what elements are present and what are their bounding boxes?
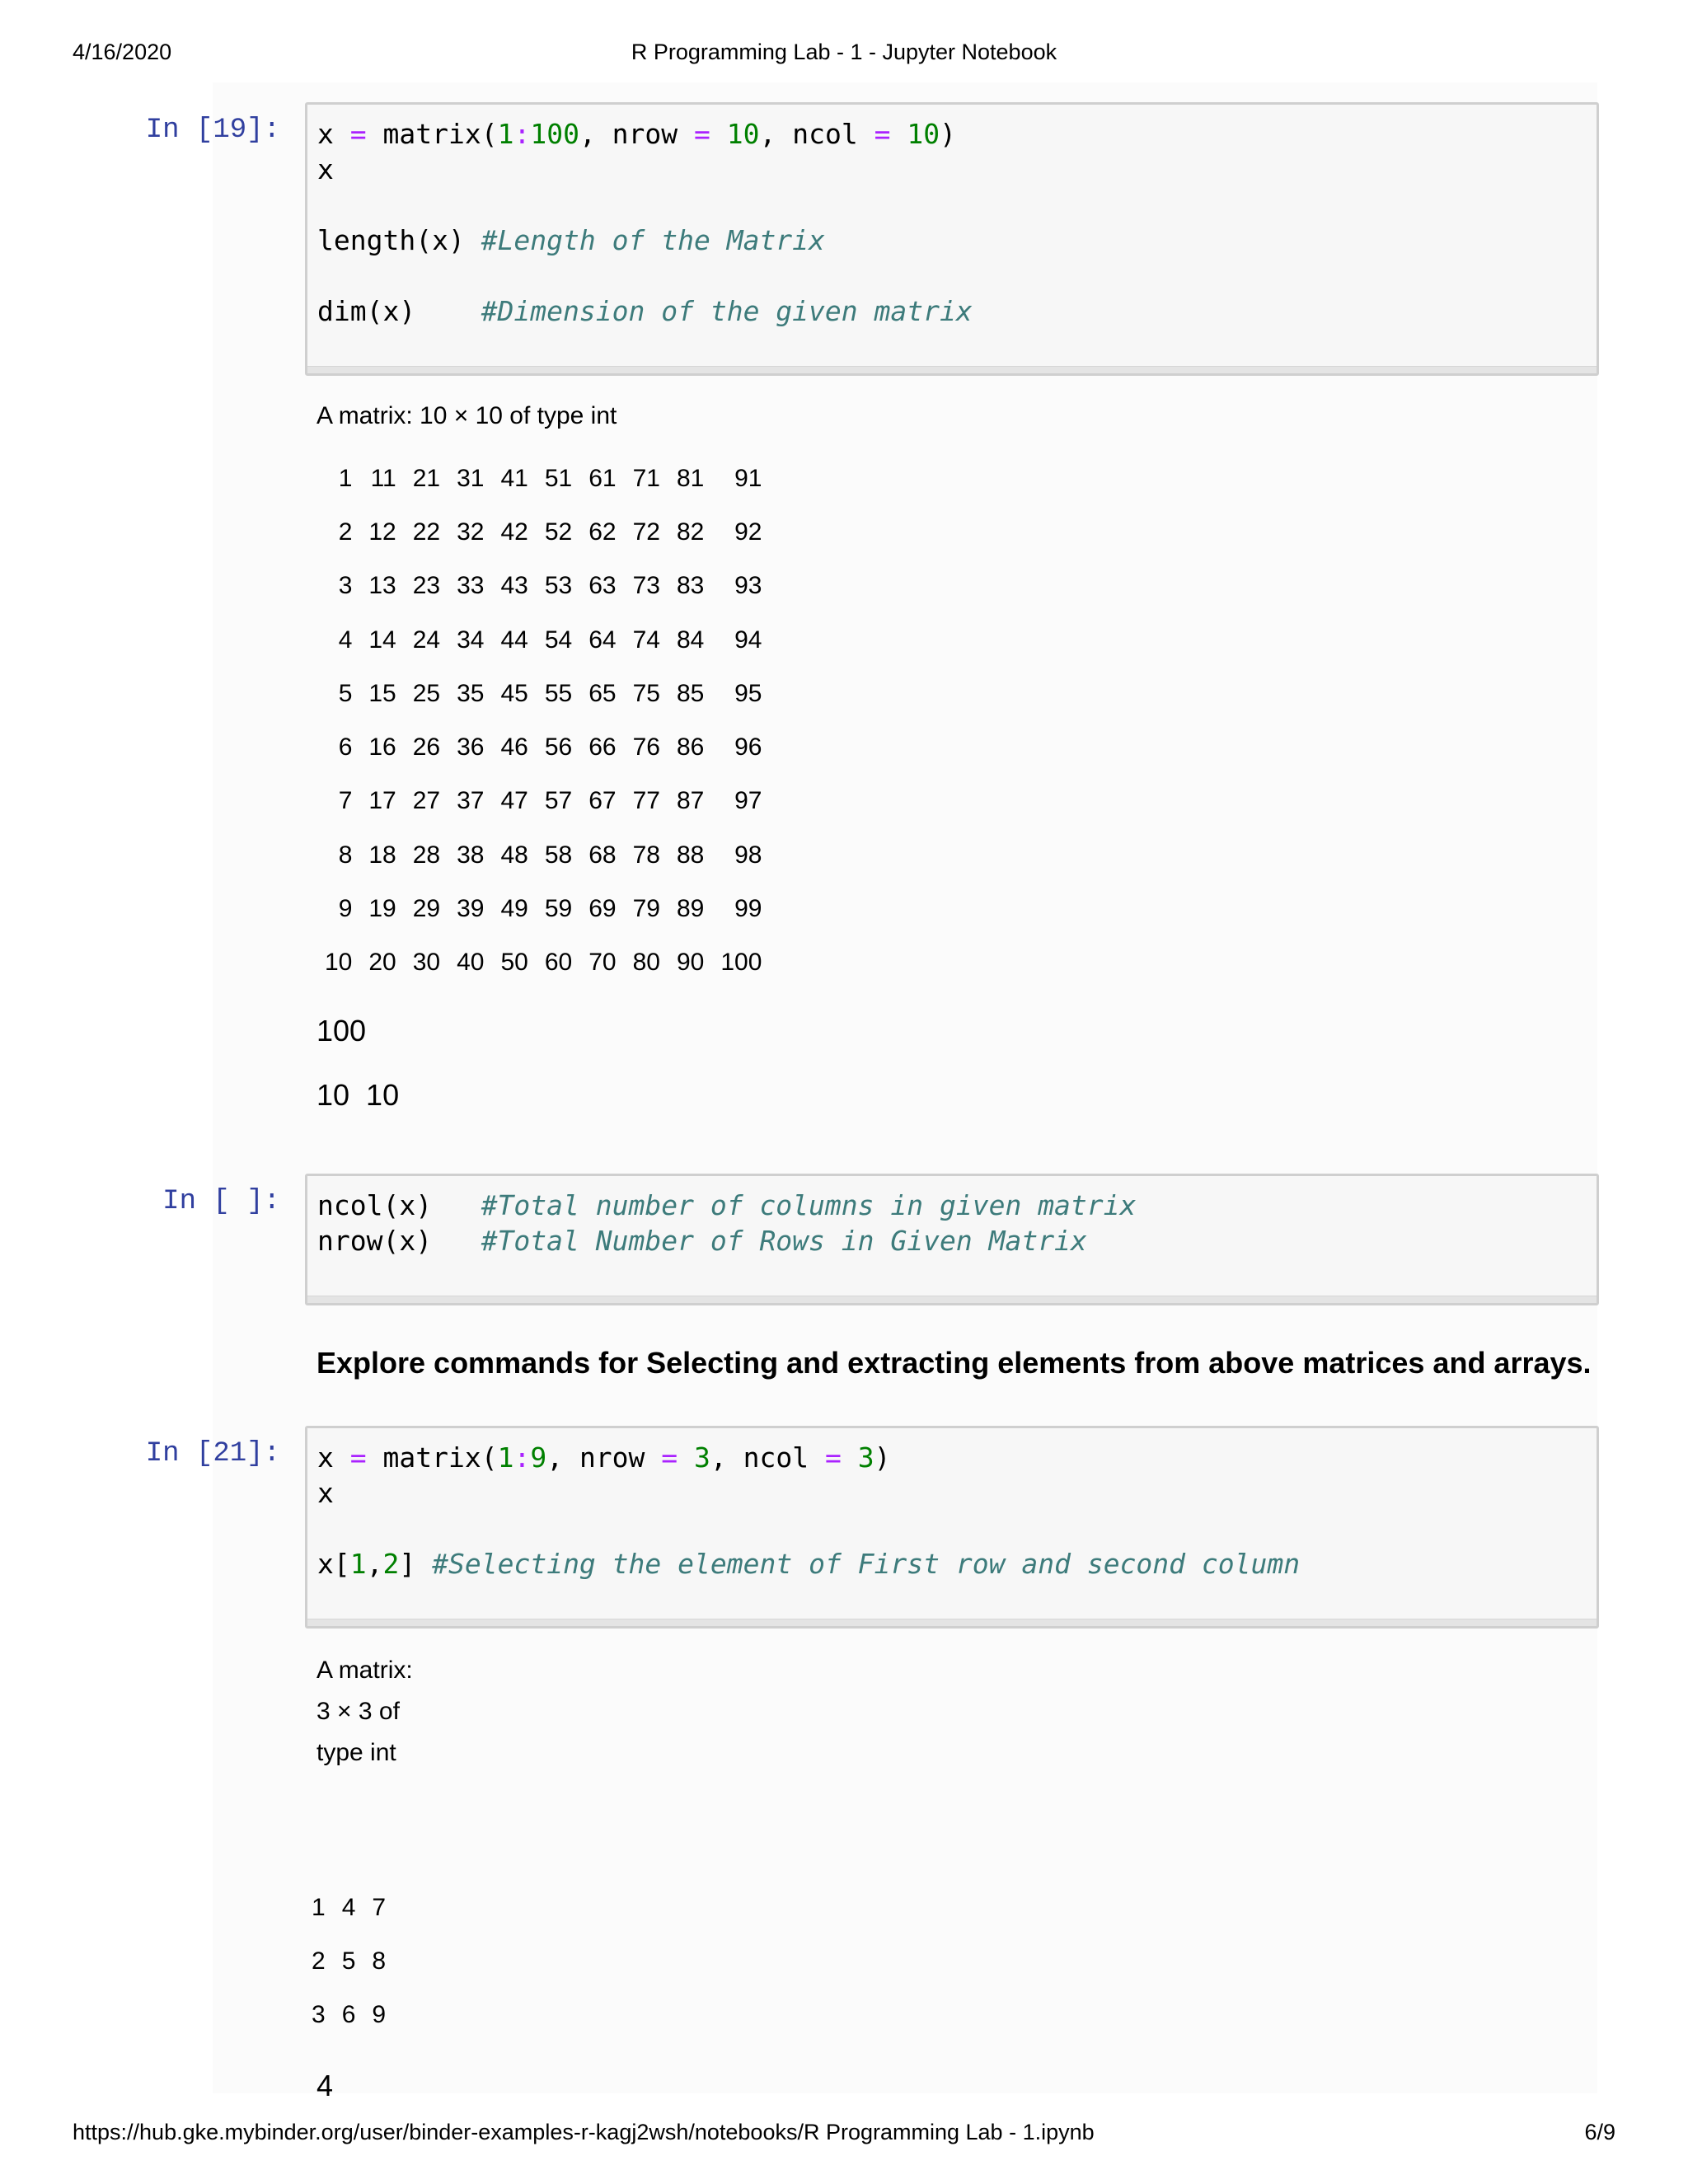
matrix-cell: 55: [544, 679, 573, 707]
matrix-cell: 53: [544, 572, 573, 600]
matrix-row: [316, 828, 770, 882]
matrix-cell: 47: [500, 787, 528, 815]
matrix-cell: 88: [677, 841, 705, 869]
print-title: R Programming Lab - 1 - Jupyter Notebook: [631, 40, 1057, 64]
matrix-cell: 65: [588, 679, 617, 707]
matrix-cell: 21: [412, 464, 441, 492]
matrix-cell: 17: [368, 787, 396, 815]
matrix-cell: 8: [372, 1947, 387, 1975]
output-dim: 10 10: [316, 1078, 400, 1112]
matrix-cell: 26: [412, 733, 441, 762]
output-value: 4: [316, 2069, 334, 2102]
matrix-cell: 98: [734, 841, 762, 869]
matrix-row: [316, 882, 770, 935]
matrix-row: [316, 720, 770, 774]
matrix-cell: 25: [412, 679, 441, 707]
code-input[interactable]: [305, 1426, 1599, 1629]
output-length: 100: [316, 1014, 367, 1047]
code-line-blank: [317, 1511, 1587, 1546]
matrix-cell: 67: [588, 787, 617, 815]
print-url: https://hub.gke.mybinder.org/user/binder-examples-r-kagj2wsh/notebooks/R Programming Lab - 1.ipynb: [73, 2120, 1095, 2144]
matrix-cell: 4: [338, 626, 353, 654]
matrix-cell: 93: [734, 572, 762, 600]
matrix-cell: 40: [457, 949, 485, 977]
matrix-cell: 37: [457, 787, 485, 815]
matrix-cell: 75: [632, 679, 660, 707]
matrix-cell: 46: [500, 733, 528, 762]
input-scrollbar[interactable]: [307, 366, 1597, 373]
matrix-cell: 28: [412, 841, 441, 869]
matrix-cell: 86: [677, 733, 705, 762]
matrix-cell: 15: [368, 679, 396, 707]
matrix-cell: 97: [734, 787, 762, 815]
matrix-cell: 81: [677, 464, 705, 492]
matrix-cell: 63: [588, 572, 617, 600]
matrix-cell: 43: [500, 572, 528, 600]
matrix-cell: 70: [588, 949, 617, 977]
matrix-row: [303, 1881, 394, 1934]
matrix-cell: 84: [677, 626, 705, 654]
code-line: x: [317, 153, 334, 185]
output-matrix: [316, 452, 770, 990]
matrix-cell: 100: [720, 949, 762, 977]
print-page-number: 6/9: [1584, 2120, 1615, 2144]
matrix-cell: 51: [544, 464, 573, 492]
matrix-cell: 2: [338, 518, 353, 546]
matrix-cell: 6: [341, 2001, 356, 2029]
code-line: x = matrix(1:9, nrow = 3, ncol = 3): [317, 1441, 891, 1474]
matrix-cell: 41: [500, 464, 528, 492]
code-input[interactable]: [305, 1174, 1599, 1305]
matrix-cell: 48: [500, 841, 528, 869]
code-line: length(x) #Length of the Matrix: [317, 224, 825, 256]
matrix-caption: [316, 1650, 413, 1774]
matrix-cell: 76: [632, 733, 660, 762]
matrix-cell: 31: [457, 464, 485, 492]
matrix-cell: 38: [457, 841, 485, 869]
matrix-cell: 77: [632, 787, 660, 815]
print-header: [0, 40, 1688, 73]
matrix-cell: 68: [588, 841, 617, 869]
matrix-cell: 33: [457, 572, 485, 600]
matrix-cell: 45: [500, 679, 528, 707]
matrix-cell: 94: [734, 626, 762, 654]
matrix-cell: 7: [338, 787, 353, 815]
matrix-cell: 50: [500, 949, 528, 977]
matrix-cell: 78: [632, 841, 660, 869]
matrix-caption: A matrix: 10 × 10 of type int: [316, 402, 617, 429]
matrix-cell: 8: [338, 841, 353, 869]
matrix-cell: 58: [544, 841, 573, 869]
matrix-row: [316, 560, 770, 613]
matrix-cell: 95: [734, 679, 762, 707]
code-line: x[1,2] #Selecting the element of First row and second column: [317, 1548, 1301, 1580]
matrix-cell: 14: [368, 626, 396, 654]
matrix-cell: 1: [338, 464, 353, 492]
matrix-cell: 35: [457, 679, 485, 707]
matrix-cell: 96: [734, 733, 762, 762]
code-line: ncol(x) #Total number of columns in given matrix: [317, 1189, 1137, 1221]
matrix-cell: 5: [341, 1947, 356, 1975]
matrix-cell: 82: [677, 518, 705, 546]
matrix-cell: 71: [632, 464, 660, 492]
matrix-cell: 92: [734, 518, 762, 546]
matrix-cell: 64: [588, 626, 617, 654]
input-scrollbar[interactable]: [307, 1296, 1597, 1303]
notebook-area: [145, 82, 1597, 2102]
matrix-cell: 3: [312, 2001, 326, 2029]
matrix-cell: 1: [312, 1893, 326, 1921]
matrix-cell: 85: [677, 679, 705, 707]
matrix-cell: 12: [368, 518, 396, 546]
matrix-cell: 39: [457, 895, 485, 923]
matrix-cell: 69: [588, 895, 617, 923]
matrix-cell: 29: [412, 895, 441, 923]
print-footer: [0, 2120, 1688, 2153]
output-matrix: [303, 1881, 394, 2042]
matrix-cell: 27: [412, 787, 441, 815]
matrix-cell: 60: [544, 949, 573, 977]
matrix-cell: 10: [325, 949, 353, 977]
matrix-cell: 5: [338, 679, 353, 707]
matrix-cell: 18: [368, 841, 396, 869]
input-prompt: In [19]:: [145, 115, 280, 146]
matrix-cell: 62: [588, 518, 617, 546]
matrix-row: [303, 1934, 394, 1988]
matrix-cell: 42: [500, 518, 528, 546]
matrix-cell: 52: [544, 518, 573, 546]
matrix-cell: 34: [457, 626, 485, 654]
code-input[interactable]: [305, 102, 1599, 376]
matrix-cell: 90: [677, 949, 705, 977]
matrix-cell: 99: [734, 895, 762, 923]
matrix-cell: 57: [544, 787, 573, 815]
matrix-cell: 66: [588, 733, 617, 762]
matrix-cell: 74: [632, 626, 660, 654]
markdown-heading: Explore commands for Selecting and extracting elements from above matrices and arrays.: [316, 1346, 1592, 1380]
print-date: 4/16/2020: [73, 40, 172, 64]
matrix-cell: 2: [312, 1947, 326, 1975]
matrix-cell: 89: [677, 895, 705, 923]
matrix-cell: 13: [368, 572, 396, 600]
input-prompt: In [ ]:: [162, 1186, 280, 1217]
caption-line: type int: [316, 1739, 396, 1766]
matrix-row: [316, 936, 770, 990]
matrix-cell: 83: [677, 572, 705, 600]
code-line: dim(x) #Dimension of the given matrix: [317, 295, 973, 327]
matrix-cell: 91: [734, 464, 762, 492]
matrix-cell: 59: [544, 895, 573, 923]
matrix-cell: 32: [457, 518, 485, 546]
matrix-row: [316, 667, 770, 720]
matrix-cell: 19: [368, 895, 396, 923]
matrix-cell: 49: [500, 895, 528, 923]
code-line-blank: [317, 187, 1587, 223]
matrix-cell: 61: [588, 464, 617, 492]
matrix-cell: 11: [370, 464, 396, 492]
matrix-cell: 9: [338, 895, 353, 923]
matrix-cell: 16: [368, 733, 396, 762]
matrix-row: [316, 613, 770, 667]
caption-line: A matrix:: [316, 1657, 413, 1684]
matrix-cell: 87: [677, 787, 705, 815]
caption-line: 3 × 3 of: [316, 1698, 400, 1725]
matrix-cell: 4: [341, 1893, 356, 1921]
matrix-cell: 20: [368, 949, 396, 977]
code-line: nrow(x) #Total Number of Rows in Given Matrix: [317, 1225, 1087, 1257]
matrix-cell: 3: [338, 572, 353, 600]
matrix-cell: 36: [457, 733, 485, 762]
matrix-cell: 56: [544, 733, 573, 762]
matrix-cell: 24: [412, 626, 441, 654]
matrix-cell: 30: [412, 949, 441, 977]
code-line: x = matrix(1:100, nrow = 10, ncol = 10): [317, 118, 956, 150]
matrix-cell: 73: [632, 572, 660, 600]
matrix-cell: 79: [632, 895, 660, 923]
matrix-cell: 23: [412, 572, 441, 600]
matrix-cell: 54: [544, 626, 573, 654]
matrix-row: [316, 505, 770, 559]
matrix-cell: 7: [372, 1893, 387, 1921]
matrix-cell: 72: [632, 518, 660, 546]
matrix-row: [303, 1989, 394, 2042]
matrix-cell: 80: [632, 949, 660, 977]
matrix-cell: 44: [500, 626, 528, 654]
code-line-blank: [317, 258, 1587, 293]
matrix-cell: 9: [372, 2001, 387, 2029]
matrix-cell: 22: [412, 518, 441, 546]
input-scrollbar[interactable]: [307, 1619, 1597, 1626]
matrix-row: [316, 452, 770, 505]
code-line: x: [317, 1477, 334, 1509]
matrix-cell: 6: [338, 733, 353, 762]
matrix-row: [316, 775, 770, 828]
input-prompt: In [21]:: [145, 1438, 280, 1469]
